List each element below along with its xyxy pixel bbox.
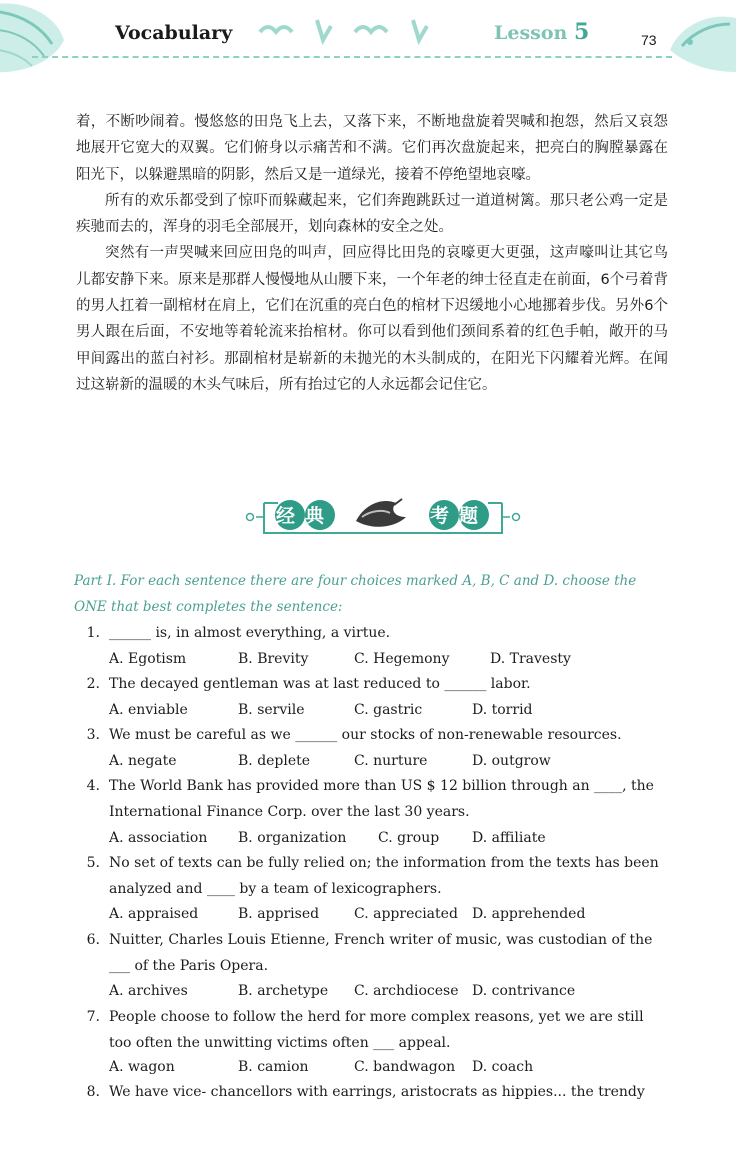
lesson-label — [494, 19, 589, 45]
answer-option: C. bandwagon — [354, 1059, 456, 1075]
answer-option: A. archives — [109, 983, 188, 999]
answer-option: A. negate — [109, 753, 177, 769]
question-text: The decayed gentleman was at last reduced to ______ labor. — [109, 676, 531, 692]
answer-option: B. Brevity — [238, 651, 309, 667]
question-text: People choose to follow the herd for more complex reasons, yet we are still too often the unwitting victims often ___ appeal. — [109, 1009, 644, 1051]
lesson-number: 5 — [573, 19, 590, 45]
answer-option: A. Egotism — [109, 651, 187, 667]
question-number: 1. — [86, 625, 100, 641]
exercise-instruction: Part I. For each sentence there are four choices marked A, B, C and D. choose the ONE that best completes the sentence: — [74, 573, 637, 615]
answer-option: D. apprehended — [472, 906, 586, 922]
birds-ornament-icon — [255, 14, 455, 46]
answer-option: A. appraised — [109, 906, 199, 922]
answer-option: D. affiliate — [472, 830, 546, 846]
answer-option: B. camion — [238, 1059, 309, 1075]
answer-option: B. servile — [238, 702, 305, 718]
passage — [76, 109, 668, 398]
answer-option: A. association — [109, 830, 208, 846]
passage-paragraph: 突然有一声哭喊来回应田凫的叫声，回应得比田凫的哀嚎更大更强，这声嚎叫让其它鸟儿都安静下来。原来是那群人慢慢地从山腰下来，一个年老的绅士径直走在前面，6个弓着背的男人扛着一副棺材在肩上，它们在沉重的亮白色的棺材下迟缓地小心地挪着步伐。另外6个男人跟在后面，不安地等着轮流来抬棺材。你可以看到他们颈间系着的红色手帕，敞开的马甲间露出的蓝白衬衫。那副棺材是崭新的未抛光的木头制成的，在阳光下闪耀着光辉。在闻过这崭新的温暖的木头气味后，所有抬过它的人永远都会记住它。 — [76, 245, 668, 393]
question-number: 7. — [86, 1009, 100, 1025]
question-text: Nuitter, Charles Louis Etienne, French writer of music, was custodian of the ___ of the Paris Opera. — [109, 932, 653, 974]
question-number: 2. — [86, 676, 100, 692]
answer-option: A. wagon — [109, 1059, 175, 1075]
bird-illustration-icon — [356, 499, 406, 527]
answer-option: D. Travesty — [490, 651, 571, 667]
answer-option: B. organization — [238, 830, 347, 846]
answer-option: C. Hegemony — [354, 651, 450, 667]
answer-option: D. contrivance — [472, 983, 576, 999]
answer-option: C. archdiocese — [354, 983, 459, 999]
answer-option: C. nurture — [354, 753, 428, 769]
lesson-word: Lesson — [494, 22, 568, 44]
question-number: 6. — [86, 932, 100, 948]
answer-option: B. archetype — [238, 983, 329, 999]
answer-option: D. torrid — [472, 702, 533, 718]
answer-option: C. gastric — [354, 702, 423, 718]
question-text: We have vice- chancellors with earrings, aristocrats as hippies... the trendy — [109, 1084, 645, 1100]
question-number: 5. — [86, 855, 100, 871]
passage-paragraph: 着，不断吵闹着。慢悠悠的田凫飞上去，又落下来，不断地盘旋着哭喊和抱怨，然后又哀怨地展开它宽大的双翼。它们俯身以示痛苦和不满。它们再次盘旋起来，把亮白的胸膛暴露在阳光下，以躲避黑暗的阴影，然后又是一道绿光，接着不停绝望地哀嚎。 — [76, 114, 668, 183]
question-number: 3. — [86, 727, 100, 743]
question-text: No set of texts can be fully relied on; the information from the texts has been analyzed and ____ by a team of lexicographers. — [109, 855, 659, 897]
answer-option: D. coach — [472, 1059, 534, 1075]
answer-option: B. apprised — [238, 906, 320, 922]
answer-option: D. outgrow — [472, 753, 551, 769]
passage-paragraph: 所有的欢乐都受到了惊吓而躲藏起来，它们奔跑跳跃过一道道树篱。那只老公鸡一定是疾驰而去的，浑身的羽毛全部展开，划向森林的安全之处。 — [76, 192, 668, 236]
question-text: We must be careful as we ______ our stocks of non-renewable resources. — [109, 727, 622, 743]
header-divider — [32, 56, 672, 58]
banner-left-text: 经典 — [275, 505, 335, 527]
banner-right-text: 考题 — [429, 505, 489, 527]
leaf-ornament-icon — [0, 0, 74, 78]
page-number: 73 — [641, 32, 657, 48]
question-number: 4. — [86, 778, 100, 794]
answer-option: B. deplete — [238, 753, 311, 769]
question-number: 8. — [86, 1084, 100, 1100]
question-text: ______ is, in almost everything, a virtue. — [109, 625, 391, 641]
exam-section-banner — [244, 487, 522, 545]
answer-option: A. enviable — [109, 702, 188, 718]
answer-option: C. appreciated — [354, 906, 458, 922]
bird-ornament-icon — [660, 6, 736, 76]
section-title: Vocabulary — [115, 22, 233, 44]
answer-option: C. group — [378, 830, 440, 846]
page-header — [0, 0, 736, 80]
question-text: The World Bank has provided more than US $ 12 billion through an ____, the International Finance Corp. over the last 30 years. — [109, 778, 654, 820]
